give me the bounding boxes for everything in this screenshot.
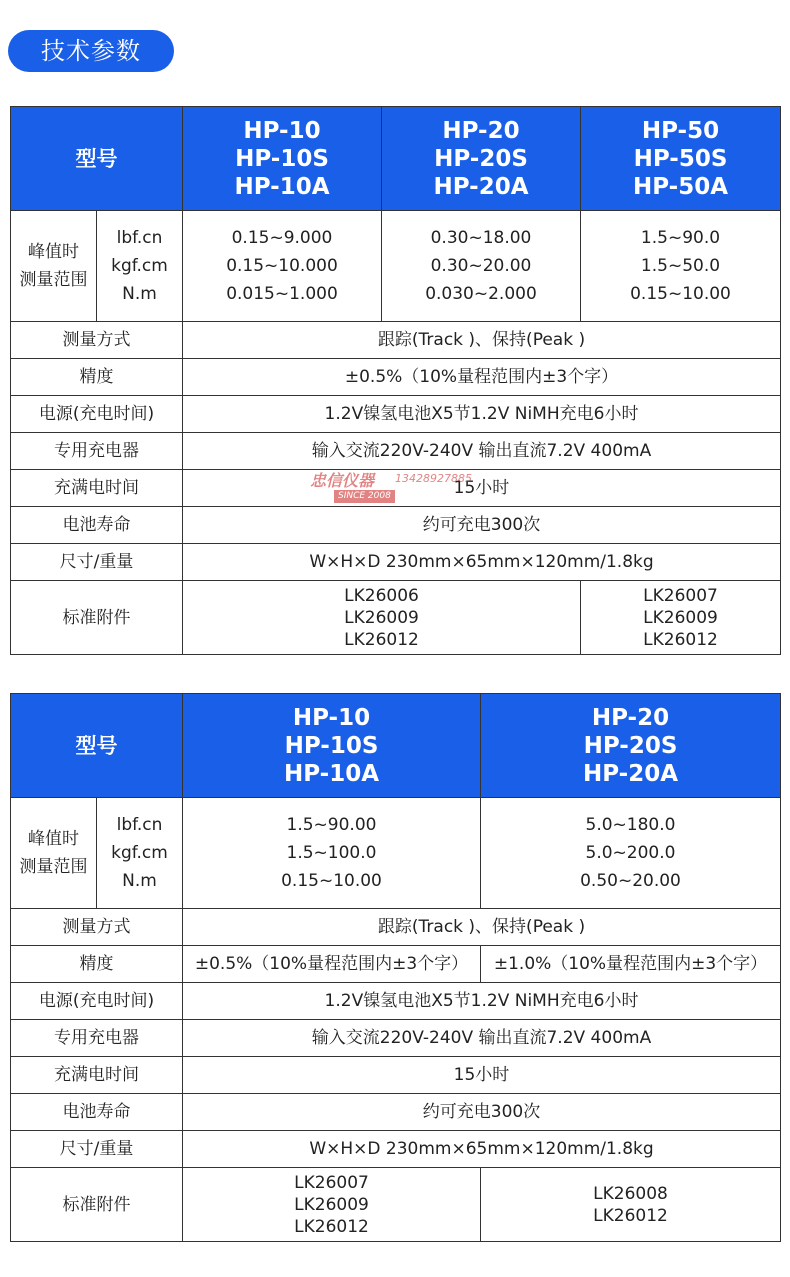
unit-label: lbf.cn [116, 228, 163, 248]
spec-row [11, 1020, 781, 1057]
spec-row [11, 359, 781, 396]
spec-value: 输入交流220V-240V 输出直流7.2V 400mA [183, 433, 781, 470]
spec-label: 电源(充电时间) [11, 983, 183, 1020]
spec-row [11, 1094, 781, 1131]
spec-label: 专用充电器 [11, 1020, 183, 1057]
range-value: 5.0~200.0 [585, 843, 676, 863]
model-row [11, 107, 781, 211]
accessory-code: LK26007 [294, 1172, 369, 1193]
spec-label: 充满电时间 [11, 1057, 183, 1094]
unit-label: kgf.cm [111, 843, 168, 863]
spec-row [11, 1057, 781, 1094]
spec-value: 跟踪(Track )、保持(Peak ) [183, 322, 781, 359]
accessory-code: LK26007 [643, 585, 718, 606]
model-name: HP-10 [292, 704, 371, 731]
range-value: 0.50~20.00 [580, 871, 681, 891]
range-values [481, 798, 781, 909]
range-row [11, 798, 781, 909]
spec-label: 尺寸/重量 [11, 544, 183, 581]
range-value: 1.5~100.0 [286, 843, 377, 863]
model-name: HP-20 [591, 704, 670, 731]
spec-row [11, 470, 781, 507]
watermark-phone: 13428927885 [395, 472, 472, 485]
spec-label: 测量方式 [11, 909, 183, 946]
spec-value: ±0.5%（10%量程范围内±3个字） [183, 946, 481, 983]
spec-value: 输入交流220V-240V 输出直流7.2V 400mA [183, 1020, 781, 1057]
accessories-row [11, 1168, 781, 1242]
spec-label: 电池寿命 [11, 1094, 183, 1131]
units-cell [97, 211, 183, 322]
accessory-code: LK26012 [294, 1216, 369, 1237]
spec-value: 15小时 [183, 1057, 781, 1094]
spec-label: 电源(充电时间) [11, 396, 183, 433]
model-cell [581, 107, 781, 211]
spec-value: ±1.0%（10%量程范围内±3个字） [481, 946, 781, 983]
unit-label: lbf.cn [116, 815, 163, 835]
spec-row [11, 396, 781, 433]
model-name: HP-10A [234, 173, 330, 200]
spec-label: 尺寸/重量 [11, 1131, 183, 1168]
spec-row [11, 1131, 781, 1168]
accessory-code: LK26012 [593, 1205, 668, 1226]
model-name: HP-10S [284, 732, 379, 759]
range-values [183, 798, 481, 909]
model-name: HP-20A [433, 173, 529, 200]
range-label [11, 798, 97, 909]
model-cell [183, 107, 382, 211]
spec-row [11, 544, 781, 581]
accessories-values [183, 581, 581, 655]
spec-label: 测量方式 [11, 322, 183, 359]
range-value: 0.030~2.000 [425, 284, 537, 304]
spec-value: 1.2V镍氢电池X5节1.2V NiMH充电6小时 [183, 396, 781, 433]
range-label-line: 测量范围 [19, 270, 88, 290]
spec-value: ±0.5%（10%量程范围内±3个字） [183, 359, 781, 396]
model-name: HP-20S [434, 145, 528, 172]
accessory-code: LK26012 [643, 629, 718, 650]
model-name: HP-50S [633, 145, 728, 172]
section-title: 技术参数 [8, 30, 174, 72]
model-cell [382, 107, 581, 211]
model-name: HP-20A [582, 760, 679, 787]
model-name: HP-50A [632, 173, 729, 200]
model-label: 型号 [11, 107, 183, 211]
range-value: 1.5~90.0 [640, 228, 721, 248]
unit-label: N.m [122, 284, 157, 304]
range-value: 5.0~180.0 [585, 815, 676, 835]
accessories-values [481, 1168, 781, 1242]
spec-value: 约可充电300次 [183, 1094, 781, 1131]
spec-label: 充满电时间 [11, 470, 183, 507]
range-value: 0.30~18.00 [430, 228, 532, 248]
spec-label: 电池寿命 [11, 507, 183, 544]
range-label-line: 峰值时 [28, 829, 79, 849]
accessories-row [11, 581, 781, 655]
range-value: 0.15~10.000 [226, 256, 338, 276]
accessory-code: LK26008 [593, 1183, 668, 1204]
spec-label: 精度 [11, 946, 183, 983]
range-value: 0.15~10.00 [281, 871, 382, 891]
unit-label: kgf.cm [111, 256, 168, 276]
model-name: HP-10 [243, 117, 321, 144]
model-row [11, 694, 781, 798]
spec-label: 专用充电器 [11, 433, 183, 470]
range-value: 1.5~50.0 [640, 256, 721, 276]
spec-row [11, 322, 781, 359]
model-name: HP-50 [641, 117, 720, 144]
accessory-code: LK26009 [344, 607, 419, 628]
range-value: 0.015~1.000 [226, 284, 338, 304]
spec-row [11, 909, 781, 946]
watermark-since: SINCE 2008 [334, 490, 395, 503]
spec-table-2 [10, 693, 781, 1242]
spec-value: 15小时 [183, 470, 781, 507]
accessories-label: 标准附件 [11, 581, 183, 655]
range-value: 0.15~10.00 [630, 284, 731, 304]
accessory-code: LK26012 [344, 629, 419, 650]
watermark-brand: 忠信仪器 [310, 471, 375, 490]
spec-row [11, 507, 781, 544]
unit-label: N.m [122, 871, 157, 891]
spec-value: 跟踪(Track )、保持(Peak ) [183, 909, 781, 946]
model-label: 型号 [11, 694, 183, 798]
model-name: HP-20 [442, 117, 520, 144]
range-label [11, 211, 97, 322]
model-cell [183, 694, 481, 798]
model-name: HP-10S [235, 145, 329, 172]
accessory-code: LK26009 [643, 607, 718, 628]
range-label-line: 峰值时 [28, 242, 79, 262]
model-name: HP-10A [283, 760, 380, 787]
spec-value: 约可充电300次 [183, 507, 781, 544]
spec-label: 精度 [11, 359, 183, 396]
spec-row [11, 433, 781, 470]
accessories-values [183, 1168, 481, 1242]
model-name: HP-20S [583, 732, 678, 759]
spec-value: 1.2V镍氢电池X5节1.2V NiMH充电6小时 [183, 983, 781, 1020]
range-value: 0.30~20.00 [430, 256, 532, 276]
spec-value: W×H×D 230mm×65mm×120mm/1.8kg [183, 1131, 781, 1168]
range-values [183, 211, 382, 322]
spec-row [11, 946, 781, 983]
accessory-code: LK26006 [344, 585, 419, 606]
accessory-code: LK26009 [294, 1194, 369, 1215]
spec-value: W×H×D 230mm×65mm×120mm/1.8kg [183, 544, 781, 581]
spec-row [11, 983, 781, 1020]
range-values [581, 211, 781, 322]
range-value: 0.15~9.000 [231, 228, 333, 248]
accessories-values [581, 581, 781, 655]
range-row [11, 211, 781, 322]
range-values [382, 211, 581, 322]
range-value: 1.5~90.00 [286, 815, 377, 835]
spec-table-1 [10, 106, 781, 655]
accessories-label: 标准附件 [11, 1168, 183, 1242]
units-cell [97, 798, 183, 909]
range-label-line: 测量范围 [19, 857, 88, 877]
model-cell [481, 694, 781, 798]
